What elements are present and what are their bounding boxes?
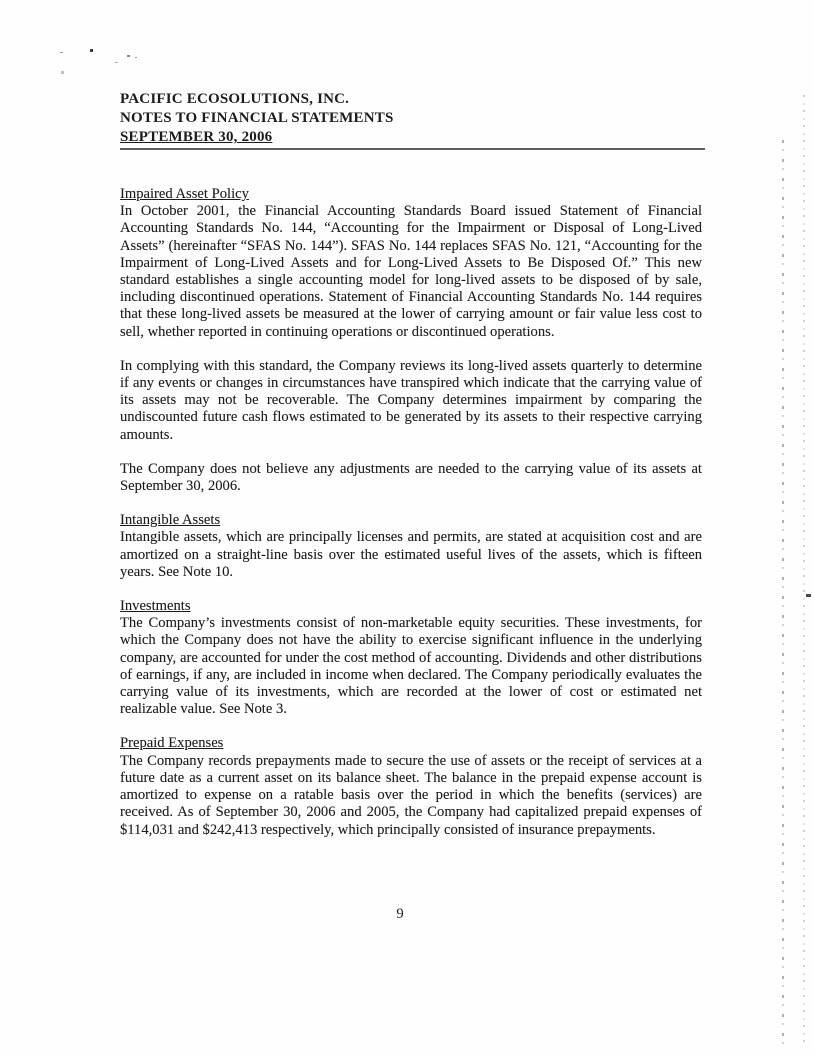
section-paragraph: Intangible assets, which are principally licenses and permits, are stated at acquisition cost and are amortized on a straight-line basis over the estimated useful lives of the assets, which is fifteen years. See Note 10. [120,529,702,580]
document-body [120,186,702,856]
section-heading: Intangible Assets [120,512,221,529]
statement-date: SEPTEMBER 30, 2006 [120,129,273,145]
section-impaired-conclusion [120,461,702,495]
section-heading: Investments [120,598,191,615]
section-impaired-asset-policy [120,186,702,341]
section-paragraph: In complying with this standard, the Company reviews its long-lived assets quarterly to determine if any events or changes in circumstances have transpired which indicate that the carrying value of its assets may not be recoverable. The Company determines impairment by comparing the undiscounted future cash flows estimated to be generated by its assets to their respective carrying amounts. [120,357,702,443]
document-title: NOTES TO FINANCIAL STATEMENTS [120,110,394,126]
page-number: 9 [396,906,404,922]
header-rule [120,148,705,150]
section-paragraph: The Company does not believe any adjustments are needed to the carrying value of its assets at September 30, 2006. [120,460,702,495]
scan-speckle [90,49,93,52]
scan-speckle [60,52,63,53]
section-prepaid-expenses [120,735,702,838]
section-investments [120,598,702,718]
scan-speckle [135,57,137,58]
section-impaired-continued [120,358,702,444]
scan-speckle [127,55,130,57]
section-heading: Prepaid Expenses [120,735,224,752]
section-paragraph: The Company records prepayments made to secure the use of assets or the receipt of services at a future date as a current asset on its balance sheet. The balance in the prepaid expense account is amortized to expense on a ratable basis over the period in which the benefits (services) are received. As of September 30, 2006 and 2005, the Company had capitalized prepaid expenses of $114,031 and $242,413 respectively, which principally consisted of insurance prepayments. [120,752,702,838]
scan-speckle [61,71,64,74]
scan-speckle [806,594,811,597]
section-paragraph: In October 2001, the Financial Accounting Standards Board issued Statement of Financial Accounting Standards No. 144, “Accounting for the Impairment or Disposal of Long-Lived Assets” (hereinafter “SFAS No. 144”). SFAS No. 144 replaces SFAS No. 121, “Accounting for the Impairment of Long-Lived Assets and for Long-Lived Assets to Be Disposed Of.” This new standard establishes a single accounting model for long-lived assets to be disposed of by sale, including discontinued operations. Statement of Financial Accounting Standards No. 144 requires that these long-lived assets be measured at the lower of carrying amount or fair value less cost to sell, whether reported in continuing operations or discontinued operations. [120,203,702,340]
scan-speckle [115,62,118,63]
section-heading: Impaired Asset Policy [120,186,249,202]
document-header [120,90,705,150]
scan-artifact-line [803,95,805,1044]
section-intangible-assets [120,512,702,581]
scan-artifact-line [782,140,784,1050]
section-paragraph: The Company’s investments consist of non-marketable equity securities. These investments, for which the Company does not have the ability to exercise significant influence in the underlying company, are accounted for under the cost method of accounting. Dividends and other distributions of earnings, if any, are included in income when declared. The Company periodically evaluates the carrying value of its investments, which are recorded at the lower of cost or estimated net realizable value. See Note 3. [120,615,702,718]
company-name: PACIFIC ECOSOLUTIONS, INC. [120,91,350,107]
